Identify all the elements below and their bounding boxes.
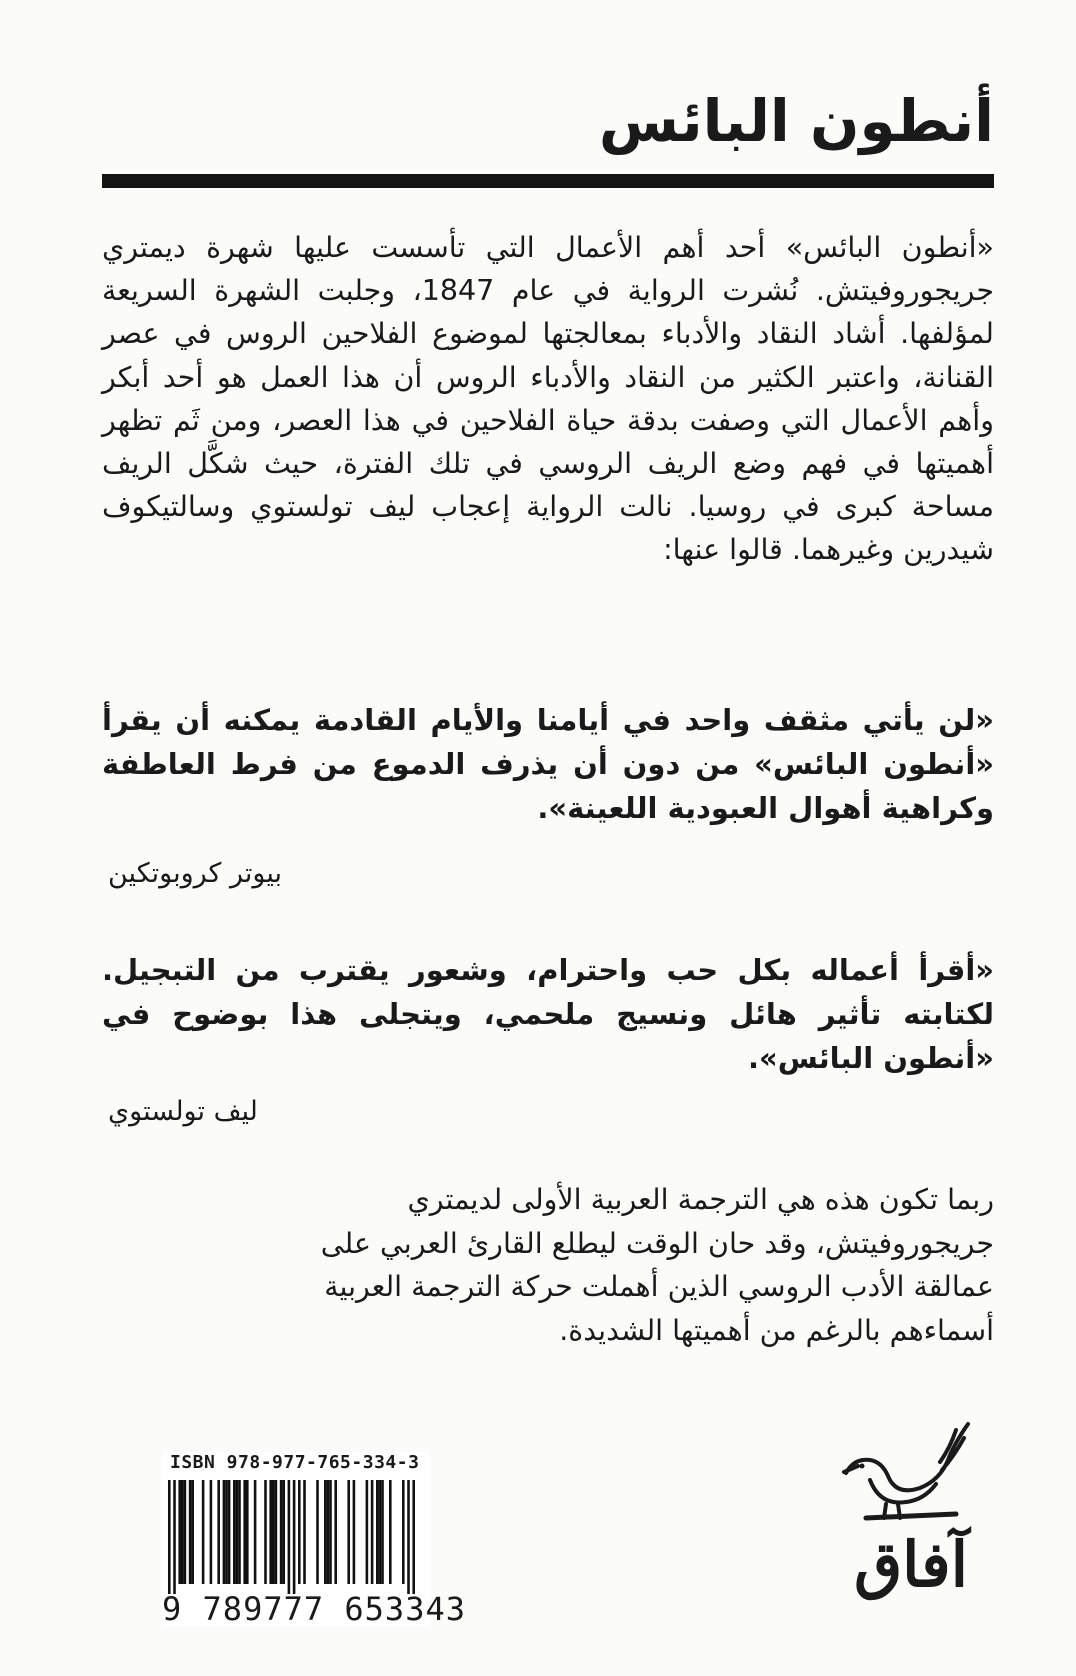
intro-paragraph: «أنطون البائس» أحد أهم الأعمال التي تأسست عليها شهرة ديمتري جريجوروفيتش. نُشرت الرواية في عام 1847، وجلبت الشهرة السريعة لمؤلفها. أشاد النقاد والأدباء بمعالجتها لموضوع الفلاحين الروس في عصر القنانة، واعتبر الكثير من النقاد والأدباء الروس أن هذا العمل هو أحد أبكر وأهم الأعمال التي وصفت بدقة حياة الفلاحين في هذا العصر، ومن ثَم تظهر أهميتها في فهم وضع الريف الروسي في تلك الفترة، حيث شكَّل الريف مساحة كبرى في روسيا. نالت الرواية إعجاب ليف تولستوي وسالتيكوف شيدرين وغيرهما. قالوا عنها: [102, 231, 994, 567]
barcode-bar [327, 1480, 330, 1584]
barcode-bar [184, 1480, 187, 1584]
barcode-bar [269, 1480, 272, 1584]
barcode-bar [280, 1480, 283, 1584]
book-title: أنطون البائس [598, 87, 994, 155]
barcode-bar [298, 1480, 301, 1584]
barcode-bar [376, 1480, 379, 1584]
quote-author-kropotkin: بيوتر كروبوتكين [108, 858, 282, 889]
barcode-bar [228, 1480, 231, 1584]
barcode-bar [223, 1480, 226, 1584]
barcode-bar [324, 1480, 327, 1584]
barcode-bar [389, 1480, 392, 1584]
title-rule [102, 174, 994, 188]
barcode-bar [202, 1480, 205, 1584]
barcode-bar [275, 1480, 278, 1584]
barcode-bar [282, 1480, 285, 1584]
publisher-logo [836, 1418, 986, 1618]
barcode-bar [402, 1480, 405, 1584]
barcode-bar [353, 1480, 356, 1584]
quote-author-tolstoy: ليف تولستوي [108, 1096, 258, 1127]
barcode-bar [412, 1480, 415, 1594]
barcode-bar [329, 1480, 332, 1584]
barcode-bar [238, 1480, 241, 1584]
barcode-bar [189, 1480, 192, 1584]
barcode-bar [371, 1480, 374, 1584]
quote-tolstoy: «أقرأ أعماله بكل حب واحترام، وشعور يقترب من التبجيل. لكتابته تأثير هائل ونسيج ملحمي، ويتجلى هذا بوضوح في «أنطون البائس». [102, 953, 994, 1075]
barcode-bar [173, 1480, 176, 1594]
barcode-bar [181, 1480, 184, 1584]
barcode-bar [254, 1480, 257, 1584]
barcode-bar [316, 1480, 319, 1584]
barcode-bar [178, 1480, 181, 1584]
barcode-bar [246, 1480, 249, 1584]
barcode-bar [191, 1480, 194, 1584]
isbn-label: ISBN 978-977-765-334-3 [170, 1452, 420, 1473]
barcode-bar [236, 1480, 239, 1584]
barcode-bar [272, 1480, 275, 1584]
barcode-bar [379, 1480, 382, 1584]
bird-icon [844, 1424, 968, 1518]
barcode-bar [210, 1480, 213, 1584]
barcode-bar [381, 1480, 384, 1584]
barcode-bar [233, 1480, 236, 1584]
closing-paragraph: ربما تكون هذه هي الترجمة العربية الأولى لديمتري جريجوروفيتش، وقد حان الوقت ليطلع القارئ العربي على عمالقة الأدب الروسي الذين أهملت حركة الترجمة العربية أسماءهم بالرغم من أهميتها الشديدة. [320, 1183, 994, 1347]
publisher-name: آفاق [854, 1528, 968, 1601]
barcode-bar [407, 1480, 410, 1594]
barcode-bar [168, 1480, 171, 1594]
quote-kropotkin: «لن يأتي مثقف واحد في أيامنا والأيام القادمة يمكنه أن يقرأ «أنطون البائس» من دون أن يذرف الدموع من فرط العاطفة وكراهية أهوال العبودية اللعينة». [102, 703, 994, 825]
barcode-bars [168, 1480, 424, 1598]
ean-digits: 9 789777 653343 [162, 1590, 466, 1628]
barcode-bar [334, 1480, 337, 1584]
barcode-bar [303, 1480, 306, 1584]
barcode-bar [288, 1480, 291, 1594]
barcode-bar [293, 1480, 296, 1594]
barcode-bar [264, 1480, 267, 1584]
isbn-barcode [162, 1452, 466, 1628]
barcode-bar [243, 1480, 246, 1584]
barcode-bar [347, 1480, 350, 1584]
barcode-bar [217, 1480, 220, 1584]
barcode-bar [225, 1480, 228, 1584]
barcode-bar [366, 1480, 369, 1584]
